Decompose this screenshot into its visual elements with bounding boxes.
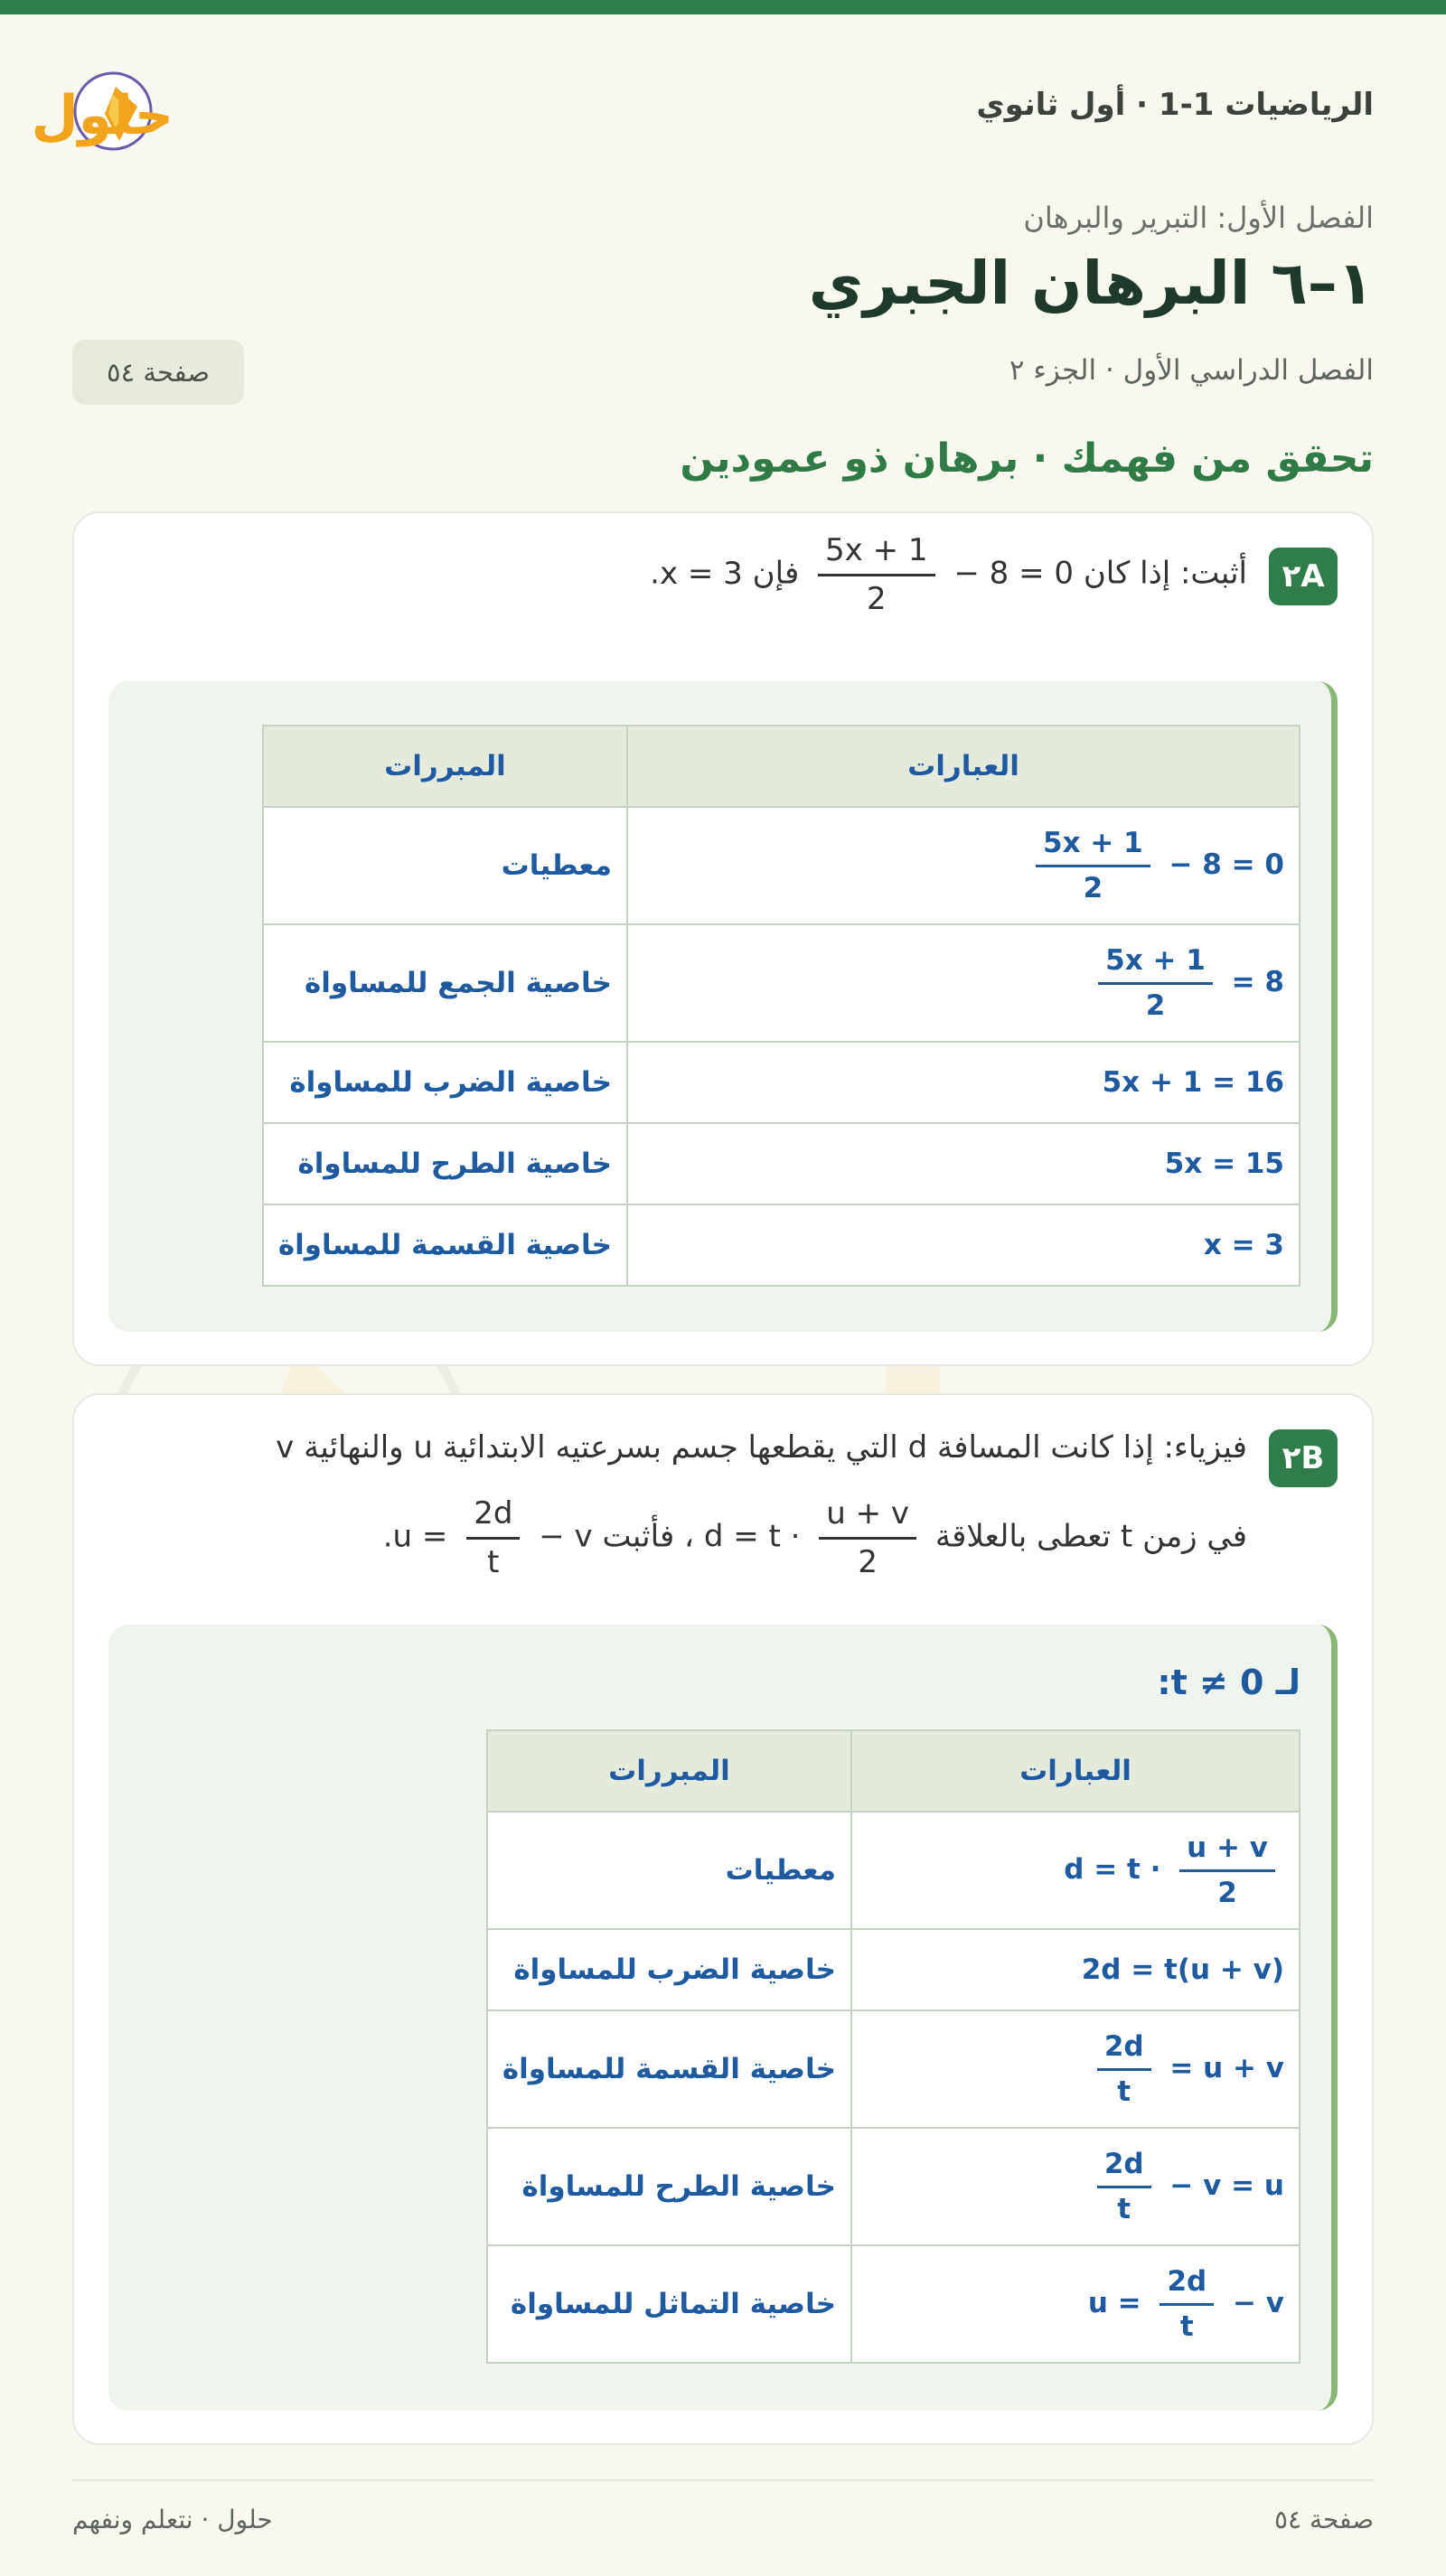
section-heading: تحقق من فهمك · برهان ذو عمودين — [680, 436, 1374, 482]
fraction — [1098, 943, 1213, 1024]
formula-part: d = t · — [703, 1518, 801, 1555]
statements-header: العبارات — [851, 1730, 1300, 1812]
relation-intro: في زمن t تعطى بالعلاقة — [934, 1518, 1247, 1555]
statement-text: d = t · — [1064, 1852, 1161, 1886]
problem-2b-card — [72, 1393, 1374, 2445]
term-label: الفصل الدراسي الأول · الجزء ٢ — [1009, 354, 1374, 387]
statement-cell — [627, 924, 1300, 1042]
fraction — [466, 1494, 520, 1581]
fraction — [1036, 826, 1150, 906]
fraction-numerator: u + v — [819, 1494, 916, 1540]
statement-text: − v — [1233, 2286, 1284, 2319]
fraction — [1160, 2264, 1214, 2345]
condition-label: لـ t ≠ 0: — [1157, 1663, 1300, 1702]
statement-cell: 5x + 1 = 16 — [627, 1042, 1300, 1123]
hulul-logo — [31, 61, 343, 161]
fraction-denominator: 2 — [858, 1543, 878, 1580]
reason-cell: خاصية التماثل للمساواة — [487, 2245, 851, 2363]
reason-cell: خاصية القسمة للمساواة — [263, 1204, 627, 1286]
given-formula — [704, 1494, 925, 1581]
footer-divider — [72, 2479, 1374, 2481]
period: . — [650, 555, 660, 592]
table-row — [263, 1204, 1300, 1286]
reason-cell: معطيات — [263, 807, 627, 924]
fraction-numerator: 2d — [1097, 2029, 1151, 2071]
problem-2a-card — [72, 511, 1374, 1366]
table-row — [487, 1812, 1300, 1929]
fraction-numerator: 2d — [466, 1494, 520, 1540]
table-row — [263, 1042, 1300, 1123]
reasons-header: المبررات — [263, 726, 627, 807]
two-column-proof-table — [486, 1729, 1300, 2364]
statement-text: − 8 = 0 — [1169, 848, 1284, 881]
equation-rest: − 8 = 0 — [953, 555, 1074, 592]
fraction — [818, 531, 935, 618]
statements-header: العبارات — [627, 726, 1300, 807]
fraction-denominator: t — [487, 1543, 500, 1580]
fraction-denominator: t — [1117, 2075, 1131, 2108]
then-word: فإن — [752, 555, 800, 592]
reason-cell: خاصية الطرح للمساواة — [263, 1123, 627, 1204]
two-column-proof-table — [262, 725, 1300, 1287]
fraction-denominator: 2 — [1217, 1876, 1237, 1909]
fraction — [1097, 2147, 1151, 2227]
fraction — [819, 1494, 916, 1581]
fraction-denominator: 2 — [1145, 988, 1166, 1022]
statement-text: − v = u — [1169, 2169, 1284, 2202]
target-formula — [393, 1494, 593, 1581]
table-row — [263, 807, 1300, 924]
statement-cell — [851, 2128, 1300, 2245]
fraction-numerator: u + v — [1179, 1831, 1275, 1872]
lesson-title: ١–٦ البرهان الجبري — [808, 248, 1374, 318]
statement-cell: 5x = 15 — [627, 1123, 1300, 1204]
table-row — [263, 924, 1300, 1042]
chapter-label: الفصل الأول: التبرير والبرهان — [1023, 201, 1374, 235]
prove-word: ، فأثبت — [602, 1518, 694, 1555]
table-row — [263, 1123, 1300, 1204]
fraction-numerator: 2d — [1097, 2147, 1151, 2188]
table-row — [487, 2128, 1300, 2245]
problem-badge: ٢B — [1269, 1429, 1338, 1487]
footer-brand: حلول · نتعلم ونفهم — [72, 2505, 273, 2534]
formula-part: u = — [392, 1518, 448, 1555]
course-title: الرياضيات 1-1 · أول ثانوي — [976, 87, 1374, 123]
table-header-row — [263, 726, 1300, 807]
conclusion: x = 3 — [659, 555, 743, 592]
formula-part: − v — [539, 1518, 593, 1555]
footer-page-number: صفحة ٥٤ — [1273, 2505, 1374, 2534]
reason-cell: خاصية القسمة للمساواة — [487, 2010, 851, 2128]
table-row — [487, 2010, 1300, 2128]
given-equation — [809, 531, 1074, 618]
reason-cell: خاصية الضرب للمساواة — [487, 1929, 851, 2010]
svg-text:حلول: حلول — [31, 84, 174, 147]
table-row — [487, 1929, 1300, 2010]
problem-2b-line1: فيزياء: إذا كانت المسافة d التي يقطعها جسم بسرعتيه الابتدائية u والنهائية v — [276, 1429, 1247, 1466]
table-row — [487, 2245, 1300, 2363]
fraction-numerator: 2d — [1160, 2264, 1214, 2306]
period: . — [382, 1518, 393, 1555]
fraction-denominator: t — [1117, 2192, 1131, 2225]
page-header — [31, 61, 1374, 161]
problem-prefix: أثبت: إذا كان — [1083, 555, 1247, 592]
solution-panel — [108, 1625, 1338, 2411]
statement-cell — [851, 1812, 1300, 1929]
statement-cell — [851, 2245, 1300, 2363]
reason-cell: معطيات — [487, 1812, 851, 1929]
problem-2b-line2 — [110, 1494, 1247, 1581]
solution-panel — [108, 681, 1338, 1332]
page-badge: صفحة ٥٤ — [72, 340, 244, 405]
fraction-numerator: 5x + 1 — [1098, 943, 1213, 985]
reason-cell: خاصية الطرح للمساواة — [487, 2128, 851, 2245]
statement-cell: x = 3 — [627, 1204, 1300, 1286]
statement-cell — [851, 2010, 1300, 2128]
fraction-denominator: t — [1179, 2309, 1194, 2343]
statement-cell: 2d = t(u + v) — [851, 1929, 1300, 2010]
fraction-numerator: 5x + 1 — [1036, 826, 1150, 867]
fraction — [1097, 2029, 1151, 2110]
reasons-header: المبررات — [487, 1730, 851, 1812]
fraction-numerator: 5x + 1 — [818, 531, 935, 576]
statement-text: = u + v — [1169, 2051, 1284, 2084]
problem-2a-statement — [110, 531, 1247, 618]
reason-cell: خاصية الجمع للمساواة — [263, 924, 627, 1042]
fraction — [1179, 1831, 1275, 1911]
reason-cell: خاصية الضرب للمساواة — [263, 1042, 627, 1123]
top-accent-bar — [0, 0, 1446, 14]
problem-badge: ٢A — [1269, 548, 1338, 605]
fraction-denominator: 2 — [866, 580, 887, 617]
table-header-row — [487, 1730, 1300, 1812]
statement-text: u = — [1087, 2286, 1141, 2319]
statement-cell — [627, 807, 1300, 924]
statement-text: = 8 — [1231, 965, 1284, 998]
fraction-denominator: 2 — [1083, 871, 1103, 904]
